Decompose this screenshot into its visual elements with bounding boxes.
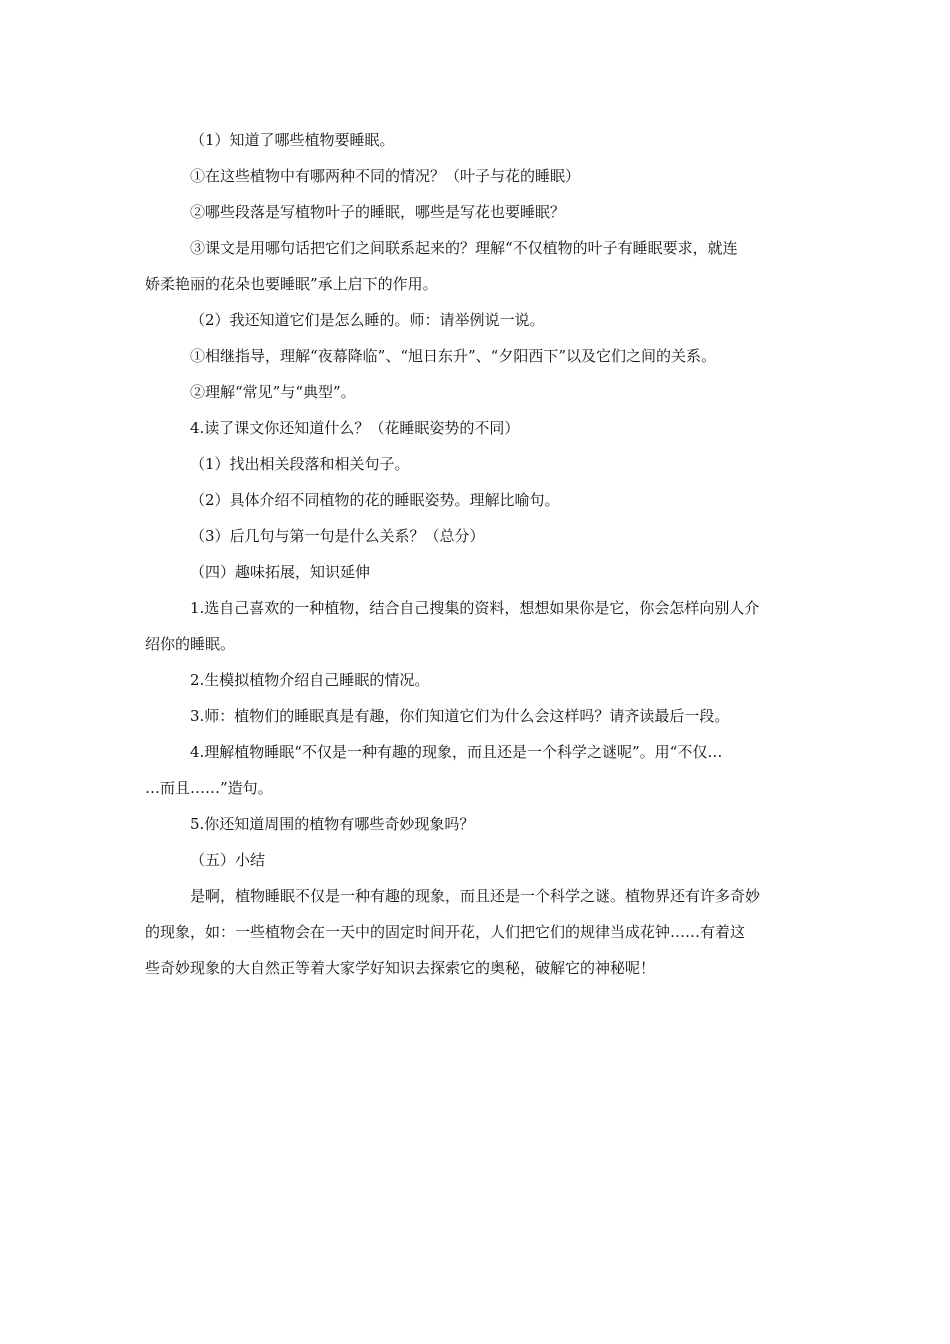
text-line-13: （四）趣味拓展，知识延伸 [190,563,371,581]
text-line-2: ①在这些植物中有哪两种不同的情况？（叶子与花的睡眠） [190,167,581,185]
text-line-9: 4.读了课文你还知道什么？（花睡眠姿势的不同） [190,419,520,437]
text-line-4: ③课文是用哪句话把它们之间联系起来的？理解“不仅植物的叶子有睡眠要求，就连 [190,239,738,257]
text-line-24: 些奇妙现象的大自然正等着大家学好知识去探索它的奥秘，破解它的神秘呢！ [145,959,656,977]
text-line-6: （2）我还知道它们是怎么睡的。师：请举例说一说。 [190,311,545,329]
text-line-12: （3）后几句与第一句是什么关系？（总分） [190,527,485,545]
text-line-5: 娇柔艳丽的花朵也要睡眠”承上启下的作用。 [145,275,438,293]
text-line-17: 3.师：植物们的睡眠真是有趣，你们知道它们为什么会这样吗？请齐读最后一段。 [190,707,730,725]
document-body [145,122,810,986]
text-line-3: ②哪些段落是写植物叶子的睡眠，哪些是写花也要睡眠？ [190,203,566,221]
text-line-20: 5.你还知道周围的植物有哪些奇妙现象吗？ [190,815,475,833]
text-line-18: 4.理解植物睡眠“不仅是一种有趣的现象，而且还是一个科学之谜呢”。用“不仅… [190,743,723,761]
text-line-16: 2.生模拟植物介绍自己睡眠的情况。 [190,671,430,689]
text-line-19: …而且……”造句。 [145,779,273,797]
text-line-10: （1）找出相关段落和相关句子。 [190,455,410,473]
text-line-8: ②理解“常见”与“典型”。 [190,383,356,401]
text-line-15: 绍你的睡眠。 [145,635,236,653]
text-line-21: （五）小结 [190,851,266,869]
text-line-23: 的现象，如：一些植物会在一天中的固定时间开花，人们把它们的规律当成花钟……有着这 [145,923,746,941]
text-line-22: 是啊，植物睡眠不仅是一种有趣的现象，而且还是一个科学之谜。植物界还有许多奇妙 [190,887,761,905]
text-line-1: （1）知道了哪些植物要睡眠。 [190,131,395,149]
text-line-7: ①相继指导，理解“夜幕降临”、“旭日东升”、“夕阳西下”以及它们之间的关系。 [190,347,717,365]
text-line-11: （2）具体介绍不同植物的花的睡眠姿势。理解比喻句。 [190,491,560,509]
text-line-14: 1.选自己喜欢的一种植物，结合自己搜集的资料，想想如果你是它，你会怎样向别人介 [190,599,760,617]
